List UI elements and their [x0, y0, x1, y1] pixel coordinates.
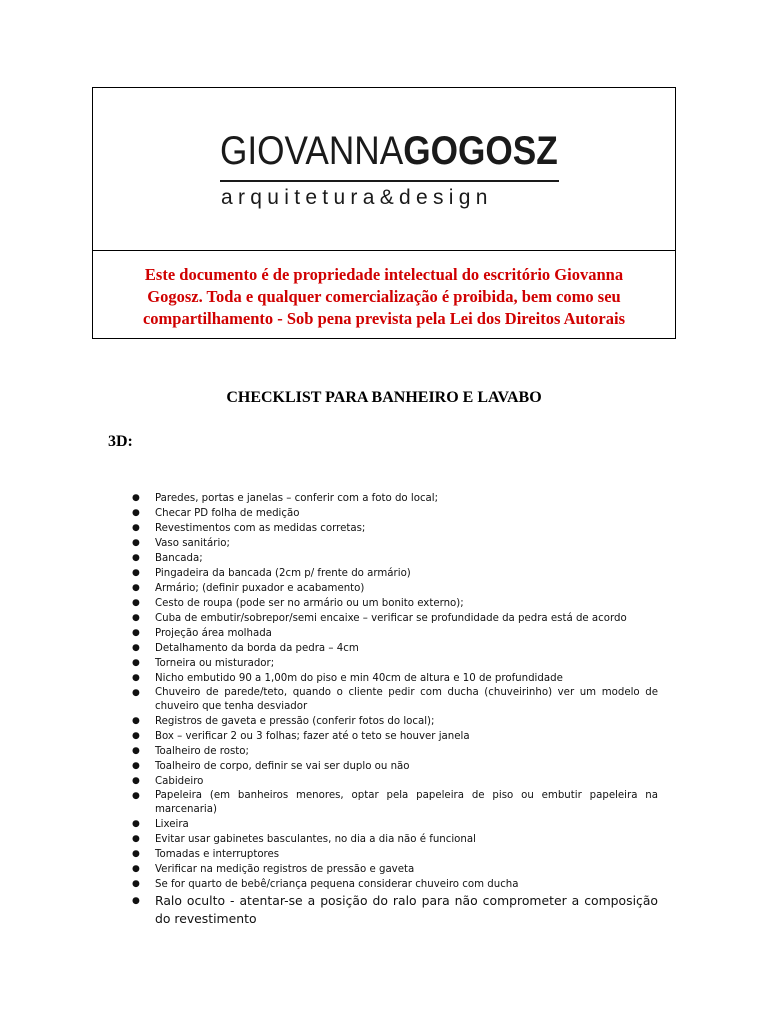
checklist-item-text: Cesto de roupa (pode ser no armário ou um bonito externo); — [155, 598, 464, 609]
checklist-item-text: Tomadas e interruptores — [155, 849, 280, 860]
checklist-item — [128, 789, 658, 817]
checklist-item — [128, 566, 658, 581]
bullet-icon: ● — [132, 553, 140, 563]
checklist-item-text: Detalhamento da borda da pedra – 4cm — [155, 643, 359, 654]
checklist-item — [128, 877, 658, 892]
bullet-icon: ● — [132, 568, 140, 578]
checklist-item — [128, 596, 658, 611]
bullet-icon: ● — [132, 643, 140, 653]
notice-line: Gogosz. Toda e qualquer comercialização é proibida, bem como seu — [147, 287, 621, 306]
checklist-item-text: Box – verificar 2 ou 3 folhas; fazer até o teto se houver janela — [155, 731, 470, 742]
checklist-item-text: Registros de gaveta e pressão (conferir fotos do local); — [155, 716, 435, 727]
logo-divider — [220, 180, 559, 182]
checklist-item-text: Projeção área molhada — [155, 628, 272, 639]
bullet-icon: ● — [132, 493, 140, 503]
checklist-item-text: Torneira ou misturador; — [155, 658, 275, 669]
checklist-item — [128, 832, 658, 847]
bullet-icon: ● — [132, 761, 140, 771]
bullet-icon: ● — [132, 673, 140, 683]
checklist-item-text: Lixeira — [155, 819, 189, 830]
checklist-item-text: Pingadeira da bancada (2cm p/ frente do armário) — [155, 568, 411, 579]
checklist-item-text: Vaso sanitário; — [155, 538, 230, 549]
header-box — [92, 87, 676, 339]
bullet-icon: ● — [132, 628, 140, 638]
logo-name-bold: GOGOSZ — [403, 129, 558, 173]
checklist-item-text: Se for quarto de bebê/criança pequena considerar chuveiro com ducha — [155, 879, 519, 890]
bullet-icon: ● — [132, 819, 140, 829]
bullet-icon: ● — [132, 583, 140, 593]
checklist-item — [128, 729, 658, 744]
bullet-icon: ● — [132, 731, 140, 741]
checklist-item — [128, 641, 658, 656]
bullet-icon: ● — [132, 598, 140, 608]
checklist-item — [128, 656, 658, 671]
bullet-icon: ● — [132, 688, 140, 698]
checklist-item — [128, 892, 658, 928]
company-logo — [220, 128, 558, 174]
checklist-item-text: Armário; (definir puxador e acabamento) — [155, 583, 365, 594]
checklist-item — [128, 847, 658, 862]
bullet-icon: ● — [132, 879, 140, 889]
logo-name-light: GIOVANNA — [220, 129, 404, 173]
checklist-item — [128, 686, 658, 714]
checklist-item-text: Cabideiro — [155, 776, 204, 787]
checklist-item — [128, 506, 658, 521]
checklist-item-text: Ralo oculto - atentar-se a posição do ralo para não comprometer a composição do revestimento — [155, 893, 658, 926]
checklist-item — [128, 491, 658, 506]
bullet-icon: ● — [132, 716, 140, 726]
notice-line: Este documento é de propriedade intelectual do escritório Giovanna — [144, 265, 624, 284]
bullet-icon: ● — [132, 864, 140, 874]
checklist-item-text: Toalheiro de corpo, definir se vai ser duplo ou não — [155, 761, 410, 772]
checklist-item-text: Cuba de embutir/sobrepor/semi encaixe – verificar se profundidade da pedra está de acordo — [155, 613, 627, 624]
checklist-item — [128, 551, 658, 566]
bullet-icon: ● — [132, 776, 140, 786]
checklist-item — [128, 536, 658, 551]
copyright-notice — [93, 264, 675, 330]
bullet-icon: ● — [132, 508, 140, 518]
bullet-icon: ● — [132, 538, 140, 548]
notice-line: compartilhamento - Sob pena prevista pela Lei dos Direitos Autorais — [142, 309, 626, 328]
document-title: CHECKLIST PARA BANHEIRO E LAVABO — [226, 389, 542, 406]
section-heading: 3D: — [108, 433, 133, 450]
bullet-icon: ● — [132, 849, 140, 859]
checklist — [128, 491, 658, 928]
checklist-item-text: Verificar na medição registros de pressão e gaveta — [155, 864, 415, 875]
bullet-icon: ● — [132, 746, 140, 756]
checklist-item-text: Checar PD folha de medição — [155, 508, 300, 519]
checklist-item-text: Chuveiro de parede/teto, quando o cliente pedir com ducha (chuveirinho) ver um modelo de chuveiro que tenha desviador — [155, 687, 658, 712]
checklist-item — [128, 611, 658, 626]
checklist-item — [128, 744, 658, 759]
checklist-item-text: Paredes, portas e janelas – conferir com a foto do local; — [155, 493, 439, 504]
logo-tagline: arquitetura&design — [221, 186, 493, 209]
bullet-icon: ● — [132, 658, 140, 668]
checklist-item — [128, 862, 658, 877]
checklist-item-text: Nicho embutido 90 a 1,00m do piso e min 40cm de altura e 10 de profundidade — [155, 673, 563, 684]
checklist-item — [128, 671, 658, 686]
bullet-icon: ● — [132, 791, 140, 801]
logo-area — [93, 88, 675, 251]
checklist-item — [128, 714, 658, 729]
checklist-item — [128, 626, 658, 641]
checklist-item-text: Toalheiro de rosto; — [155, 746, 249, 757]
bullet-icon: ● — [132, 834, 140, 844]
checklist-item-text: Revestimentos com as medidas corretas; — [155, 523, 366, 534]
checklist-item — [128, 759, 658, 774]
checklist-item — [128, 581, 658, 596]
checklist-item-text: Bancada; — [155, 553, 203, 564]
bullet-icon: ● — [132, 896, 140, 906]
checklist-item — [128, 817, 658, 832]
checklist-item — [128, 774, 658, 789]
checklist-item-text: Evitar usar gabinetes basculantes, no dia a dia não é funcional — [155, 834, 476, 845]
checklist-item-text: Papeleira (em banheiros menores, optar pela papeleira de piso ou embutir papeleira na marcenaria) — [155, 790, 658, 815]
checklist-item — [128, 521, 658, 536]
bullet-icon: ● — [132, 613, 140, 623]
bullet-icon: ● — [132, 523, 140, 533]
